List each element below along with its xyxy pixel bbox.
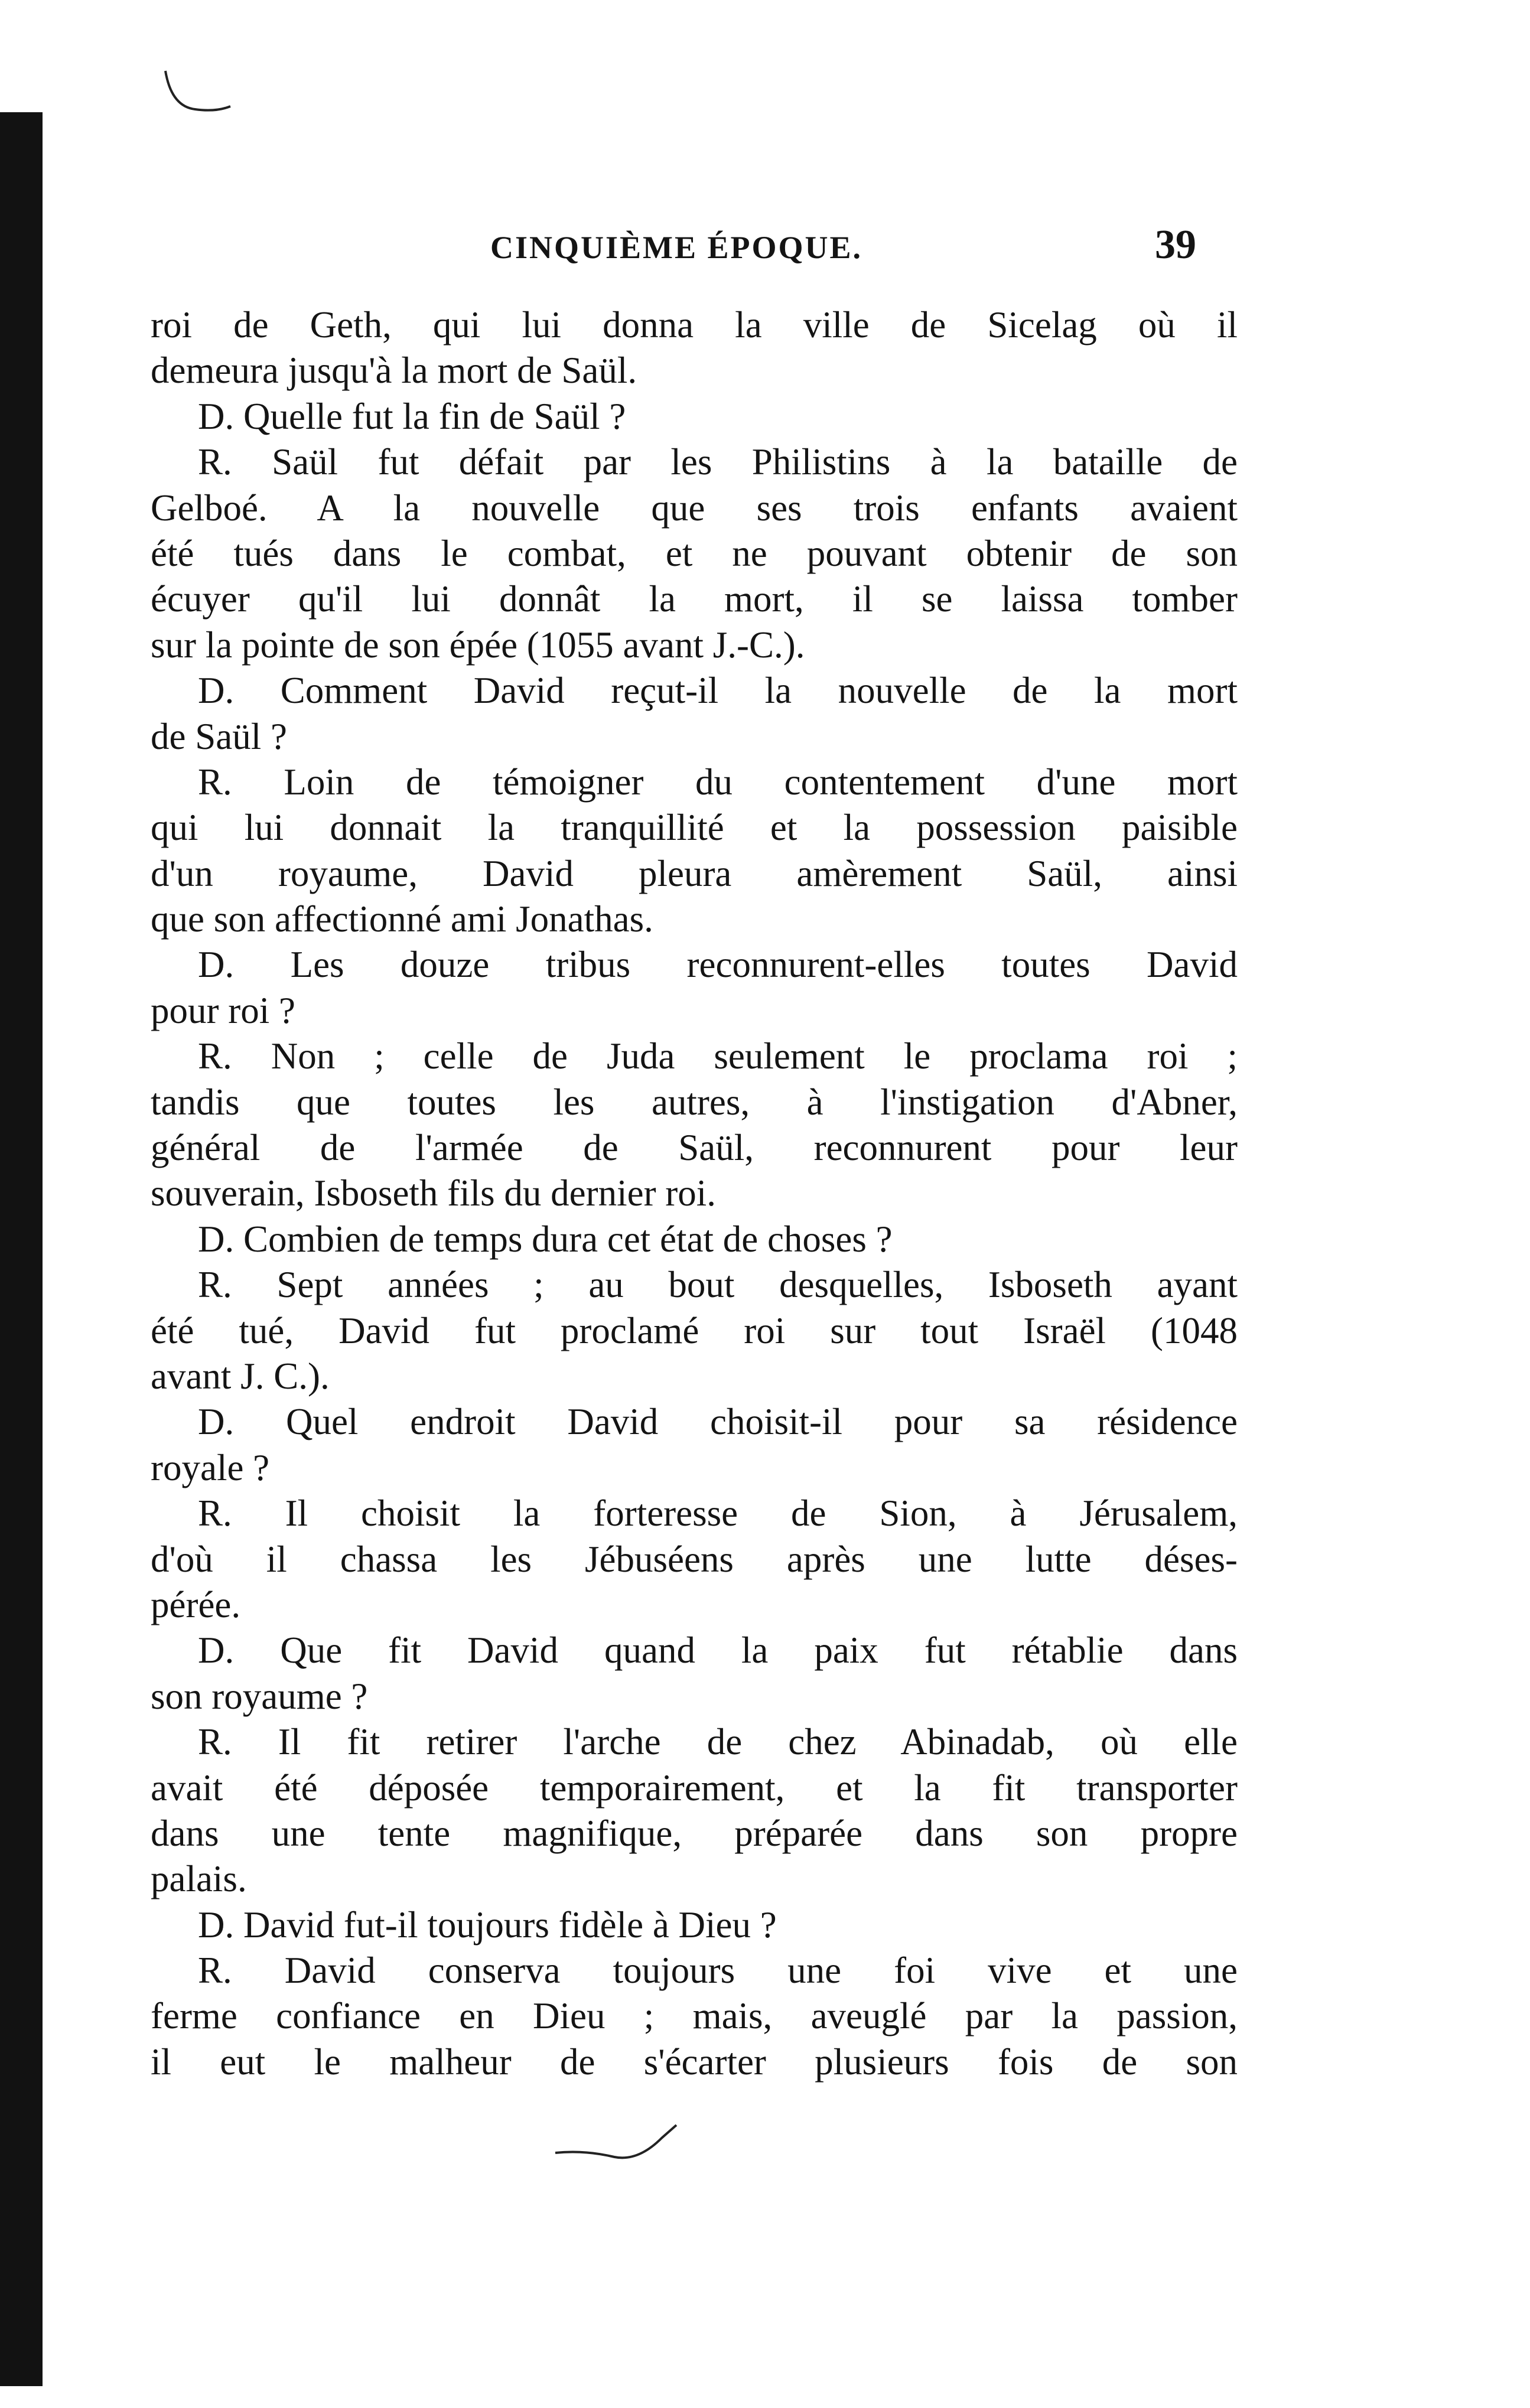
body-text	[151, 302, 1238, 2085]
pencil-mark-bottom	[549, 2120, 685, 2168]
text-line: demeura jusqu'à la mort de Saül.	[151, 350, 637, 392]
text-line: royale ?	[151, 1446, 270, 1488]
text-line: R. David conserva toujours une foi vive et une	[198, 1950, 1238, 1992]
pencil-mark-top-left	[159, 65, 242, 118]
text-line: été tué, David fut proclamé roi sur tout Israël (1048	[151, 1309, 1238, 1351]
text-line: avait été déposée temporairement, et la fit transporter	[151, 1767, 1238, 1809]
text-line: R. Il choisit la forteresse de Sion, à Jérusalem,	[198, 1493, 1238, 1534]
text-line: dans une tente magnifique, préparée dans son propre	[151, 1812, 1238, 1854]
text-line: D. Les douze tribus reconnurent-elles toutes David	[198, 944, 1238, 986]
text-line: roi de Geth, qui lui donna la ville de Sicelag où il	[151, 304, 1238, 346]
text-line: tandis que toutes les autres, à l'instigation d'Abner,	[151, 1081, 1238, 1123]
text-line: D. Quel endroit David choisit-il pour sa résidence	[198, 1401, 1238, 1443]
page-number: 39	[1155, 222, 1196, 268]
text-line: R. Saül fut défait par les Philistins à la bataille de	[198, 441, 1238, 483]
book-spine-shadow	[0, 112, 43, 2386]
text-line: D. Que fit David quand la paix fut rétablie dans	[198, 1630, 1238, 1671]
text-line: souverain, Isboseth fils du dernier roi.	[151, 1172, 717, 1214]
text-line: son royaume ?	[151, 1675, 368, 1717]
text-line: D. David fut-il toujours fidèle à Dieu ?	[198, 1904, 777, 1946]
text-line: d'où il chassa les Jébuséens après une lutte déses-	[151, 1538, 1238, 1580]
text-line: R. Il fit retirer l'arche de chez Abinadab, où elle	[198, 1721, 1238, 1763]
text-line: été tués dans le combat, et ne pouvant obtenir de son	[151, 532, 1238, 574]
text-line: qui lui donnait la tranquillité et la possession paisible	[151, 807, 1238, 849]
text-line: d'un royaume, David pleura amèrement Saül, ainsi	[151, 852, 1238, 894]
text-line: sur la pointe de son épée (1055 avant J.-C.).	[151, 624, 805, 666]
text-line: écuyer qu'il lui donnât la mort, il se laissa tomber	[151, 578, 1238, 620]
text-line: R. Non ; celle de Juda seulement le proclama roi ;	[198, 1035, 1238, 1077]
text-line: D. Comment David reçut-il la nouvelle de la mort	[198, 670, 1238, 712]
text-line: R. Sept années ; au bout desquelles, Isboseth ayant	[198, 1264, 1238, 1306]
text-line: général de l'armée de Saül, reconnurent pour leur	[151, 1127, 1238, 1169]
text-line: avant J. C.).	[151, 1355, 330, 1397]
text-line: de Saül ?	[151, 715, 287, 757]
text-line: pérée.	[151, 1583, 241, 1625]
text-line: que son affectionné ami Jonathas.	[151, 898, 653, 940]
text-line: R. Loin de témoigner du contentement d'une mort	[198, 761, 1238, 803]
text-line: ferme confiance en Dieu ; mais, aveuglé par la passion,	[151, 1995, 1238, 2037]
text-line: D. Combien de temps dura cet état de choses ?	[198, 1218, 893, 1260]
text-line: pour roi ?	[151, 989, 295, 1031]
text-line: D. Quelle fut la fin de Saül ?	[198, 395, 626, 437]
text-line: Gelboé. A la nouvelle que ses trois enfants avaient	[151, 487, 1238, 529]
running-header: CINQUIÈME ÉPOQUE.	[490, 230, 863, 265]
text-line: il eut le malheur de s'écarter plusieurs fois de son	[151, 2041, 1238, 2083]
text-line: palais.	[151, 1858, 247, 1900]
